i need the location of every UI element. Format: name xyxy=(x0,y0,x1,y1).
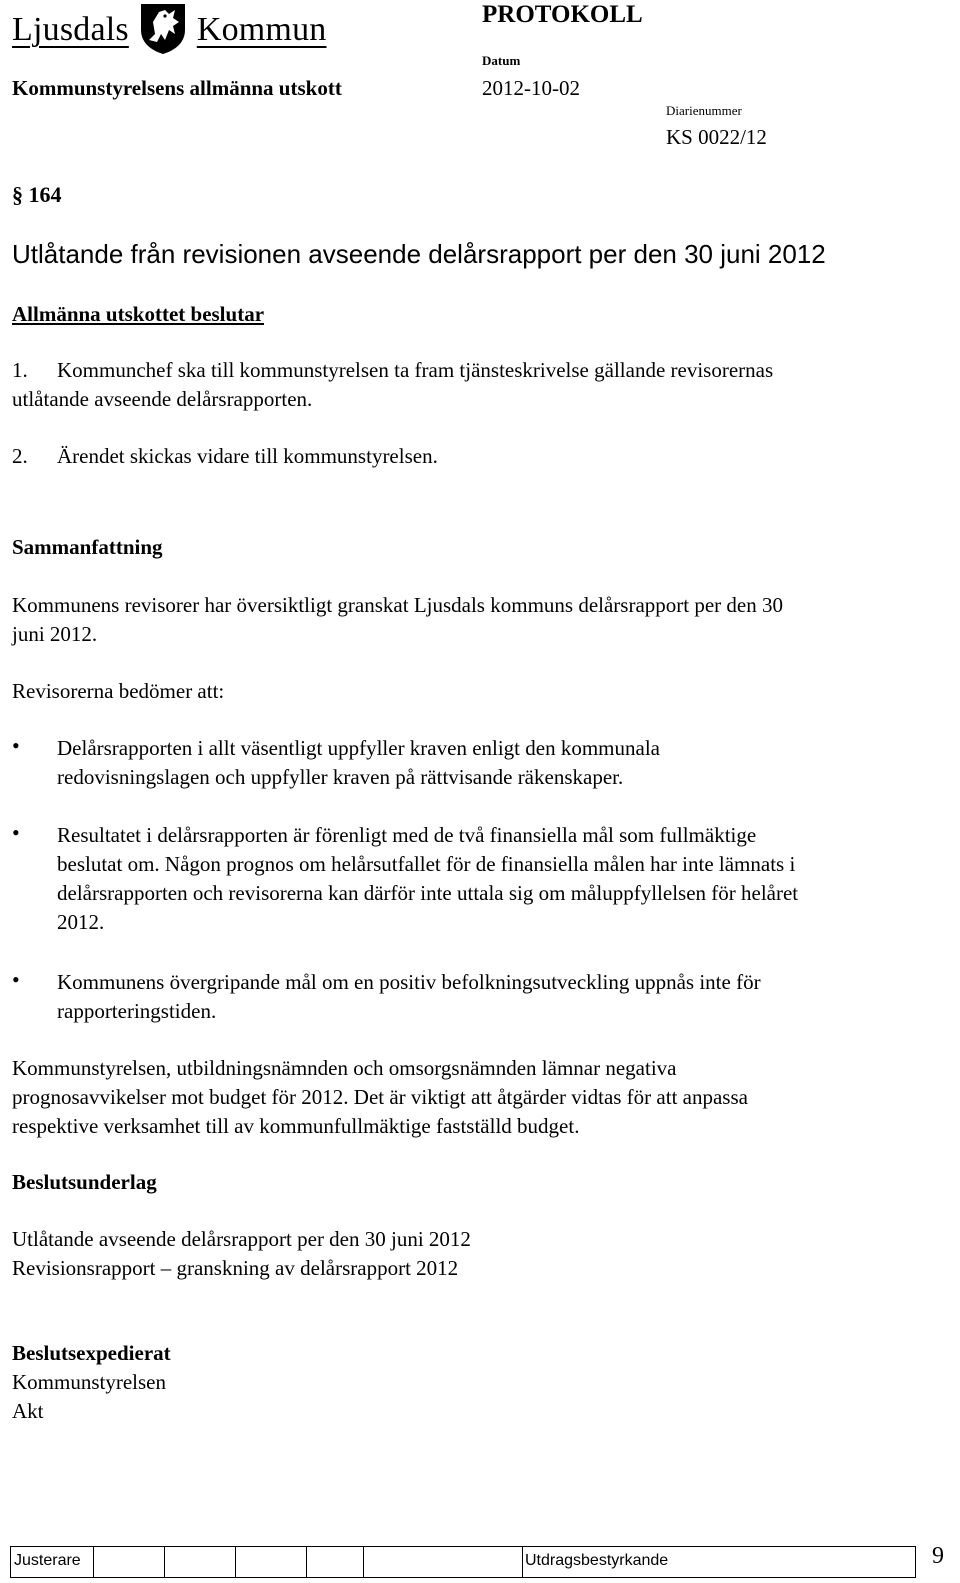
bullet-2-line-3: delårsrapporten och revisorerna kan därför inte uttala sig om måluppfyllelsen för helåret xyxy=(57,881,799,905)
footer-signature-box xyxy=(93,1546,165,1578)
summary-heading: Sammanfattning xyxy=(12,535,163,559)
summary-assessment-intro: Revisorerna bedömer att: xyxy=(12,679,225,703)
diary-value: KS 0022/12 xyxy=(666,125,767,149)
diary-label: Diarienummer xyxy=(666,103,742,118)
bullet-2-line-4: 2012. xyxy=(57,910,105,934)
coat-of-arms-icon xyxy=(135,0,191,61)
decision-heading: Allmänna utskottet beslutar xyxy=(12,302,265,326)
section-title: Utlåtande från revisionen avseende delårsrapport per den 30 juni 2012 xyxy=(12,239,826,269)
decision-item-2-number: 2. xyxy=(12,444,28,468)
date-value: 2012-10-02 xyxy=(482,76,580,100)
summary-closing-line-3: respektive verksamhet till av kommunfullmäktige fastställd budget. xyxy=(12,1114,580,1138)
decision-item-1-line-2: utlåtande avseende delårsrapporten. xyxy=(12,387,313,411)
bullet-2-line-1: Resultatet i delårsrapporten är förenligt med de två finansiella mål som fullmäktige xyxy=(57,823,757,847)
basis-heading: Beslutsunderlag xyxy=(12,1170,157,1194)
section-number-value: 164 xyxy=(28,182,62,207)
section-symbol: § xyxy=(12,182,23,207)
decision-item-1-line-1: Kommunchef ska till kommunstyrelsen ta fram tjänsteskrivelse gällande revisorernas xyxy=(57,358,774,382)
bullet-icon: • xyxy=(12,820,20,845)
page-number: 9 xyxy=(932,1543,944,1569)
summary-closing-line-2: prognosavvikelser mot budget för 2012. Det är viktigt att åtgärder vidtas för att anpassa xyxy=(12,1085,748,1109)
document-type: PROTOKOLL xyxy=(482,1,643,28)
bullet-3-line-2: rapporteringstiden. xyxy=(57,999,217,1023)
decision-item-2-line-1: Ärendet skickas vidare till kommunstyrelsen. xyxy=(57,444,438,468)
section-number xyxy=(12,180,62,210)
decision-item-1-number: 1. xyxy=(12,358,28,382)
summary-intro-line-1: Kommunens revisorer har översiktligt granskat Ljusdals kommuns delårsrapport per den 30 xyxy=(12,593,783,617)
footer-utdrag-label: Utdragsbestyrkande xyxy=(525,1552,669,1569)
committee-name: Kommunstyrelsens allmänna utskott xyxy=(12,76,342,100)
dispatch-line-1: Kommunstyrelsen xyxy=(12,1370,166,1394)
logo-text-left: Ljusdals xyxy=(12,11,129,48)
footer-signature-box xyxy=(164,1546,236,1578)
logo xyxy=(12,2,326,58)
bullet-2-line-2: beslutat om. Någon prognos om helårsutfallet för de finansiella målen har inte lämnats i xyxy=(57,852,796,876)
bullet-1-line-1: Delårsrapporten i allt väsentligt uppfyller kraven enligt den kommunala xyxy=(57,736,660,760)
summary-intro-line-2: juni 2012. xyxy=(12,622,98,646)
footer-justerare-label: Justerare xyxy=(14,1552,81,1569)
footer-signature-box xyxy=(235,1546,307,1578)
bullet-1-line-2: redovisningslagen och uppfyller kraven på rättvisande räkenskaper. xyxy=(57,765,624,789)
basis-line-2: Revisionsrapport – granskning av delårsrapport 2012 xyxy=(12,1256,459,1280)
dispatch-line-2: Akt xyxy=(12,1399,44,1423)
footer-signature-box xyxy=(306,1546,364,1578)
logo-text-right: Kommun xyxy=(196,11,327,48)
footer-signature-box xyxy=(363,1546,523,1578)
bullet-3-line-1: Kommunens övergripande mål om en positiv befolkningsutveckling uppnås inte för xyxy=(57,970,761,994)
summary-closing-line-1: Kommunstyrelsen, utbildningsnämnden och omsorgsnämnden lämnar negativa xyxy=(12,1056,677,1080)
dispatch-heading: Beslutsexpedierat xyxy=(12,1341,171,1365)
bullet-icon: • xyxy=(12,967,20,992)
basis-line-1: Utlåtande avseende delårsrapport per den 30 juni 2012 xyxy=(12,1227,471,1251)
date-label: Datum xyxy=(482,53,521,68)
bullet-icon: • xyxy=(12,733,20,758)
